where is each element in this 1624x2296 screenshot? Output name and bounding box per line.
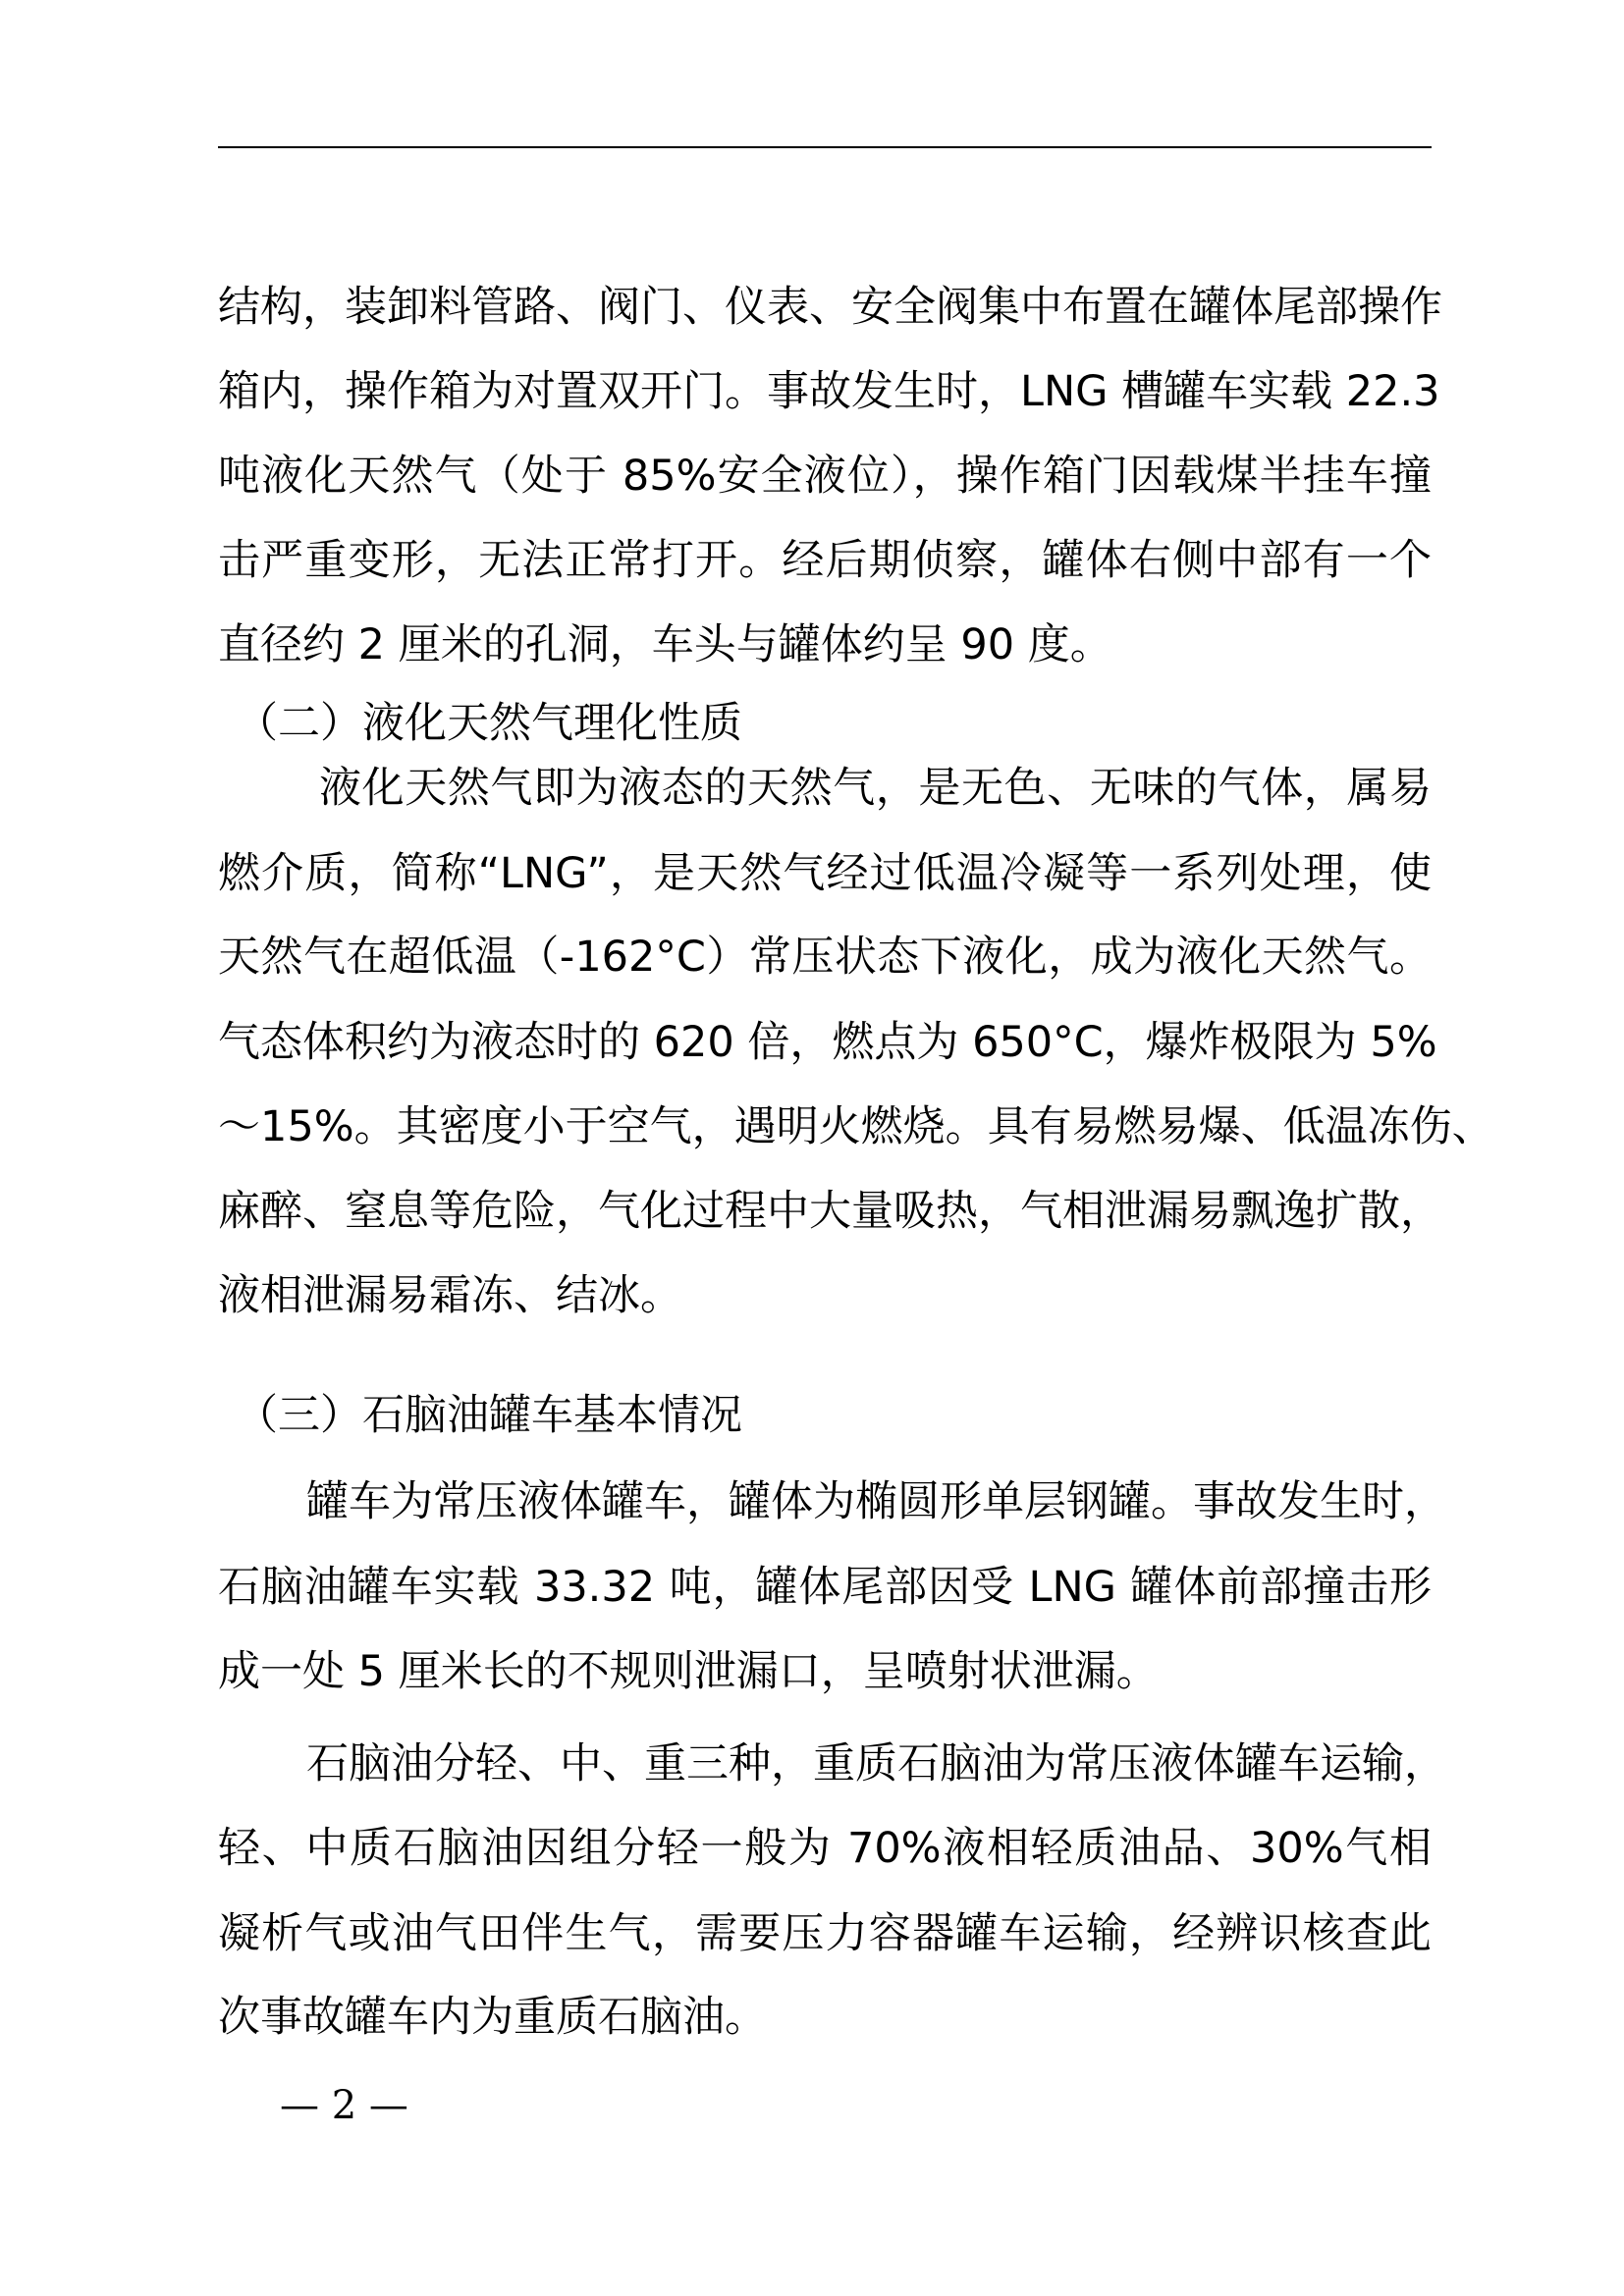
text-line: 结构，装卸料管路、阀门、仪表、安全阀集中布置在罐体尾部操作 — [218, 283, 1442, 332]
text-line: 次事故罐车内为重质石脑油。 — [218, 1993, 767, 2042]
text-line: 液化天然气即为液态的天然气，是无色、无味的气体，属易 — [319, 764, 1432, 813]
text-line: 燃介质，简称“LNG”，是天然气经过低温冷凝等一系列处理，使 — [218, 849, 1432, 898]
header-rule — [218, 146, 1432, 148]
text-line: 天然气在超低温（-162°C）常压状态下液化，成为液化天然气。 — [218, 933, 1432, 982]
text-line: 凝析气或油气田伴生气，需要压力容器罐车运输，经辨识核查此 — [218, 1909, 1432, 1958]
text-line: 击严重变形，无法正常打开。经后期侦察，罐体右侧中部有一个 — [218, 536, 1432, 585]
text-line: 箱内，操作箱为对置双开门。事故发生时，LNG 槽罐车实载 22.3 — [218, 367, 1440, 416]
text-line: 罐车为常压液体罐车，罐体为椭圆形单层钢罐。事故发生时， — [306, 1477, 1446, 1526]
text-line: ～15%。其密度小于空气，遇明火燃烧。具有易燃易爆、低温冻伤、 — [218, 1102, 1494, 1151]
text-line: 轻、中质石脑油因组分轻一般为 70%液相轻质油品、30%气相 — [218, 1824, 1432, 1873]
text-line: 成一处 5 厘米长的不规则泄漏口，呈喷射状泄漏。 — [218, 1647, 1159, 1696]
text-line: 石脑油分轻、中、重三种，重质石脑油为常压液体罐车运输， — [306, 1739, 1446, 1789]
page-number: — 2 — — [280, 2083, 408, 2128]
text-line: 麻醉、窒息等危险，气化过程中大量吸热，气相泄漏易飘逸扩散， — [218, 1187, 1442, 1236]
text-line: 吨液化天然气（处于 85%安全液位），操作箱门因载煤半挂车撞 — [218, 452, 1432, 501]
section-heading: （三）石脑油罐车基本情况 — [236, 1391, 742, 1440]
text-line: 直径约 2 厘米的孔洞，车头与罐体约呈 90 度。 — [218, 620, 1112, 669]
text-line: 气态体积约为液态时的 620 倍，燃点为 650°C，爆炸极限为 5% — [218, 1018, 1437, 1067]
section-heading: （二）液化天然气理化性质 — [236, 699, 742, 748]
text-line: 石脑油罐车实载 33.32 吨，罐体尾部因受 LNG 罐体前部撞击形 — [218, 1563, 1432, 1612]
text-line: 液相泄漏易霜冻、结冰。 — [218, 1271, 682, 1320]
